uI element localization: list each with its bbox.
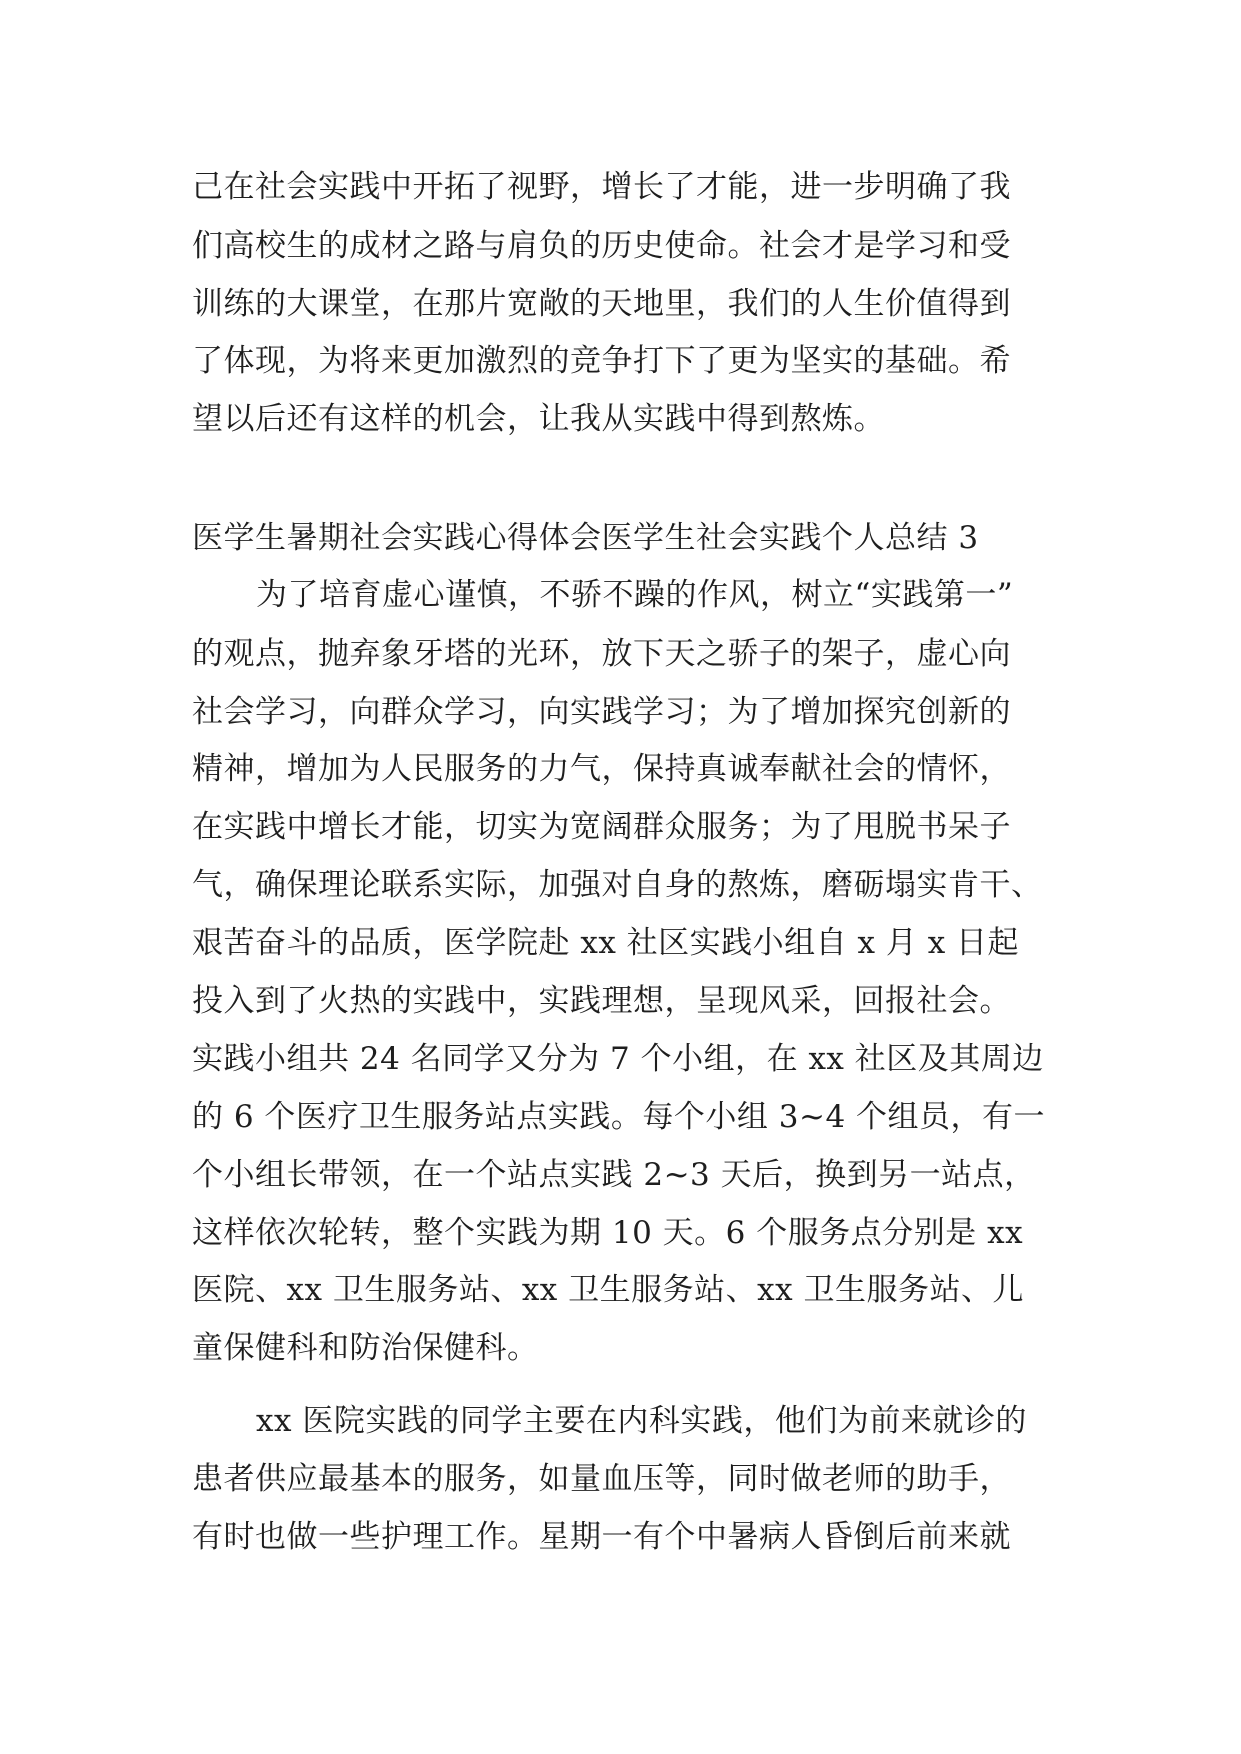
paragraph-line: 的 6 个医疗卫生服务站点实践。每个小组 3~4 个组员，有一 [192, 1099, 1046, 1135]
paragraph-line: 实践小组共 24 名同学又分为 7 个小组，在 xx 社区及其周边 [192, 1041, 1044, 1077]
paragraph-line: 了体现，为将来更加激烈的竞争打下了更为坚实的基础。希 [192, 343, 1011, 379]
paragraph-line: 己在社会实践中开拓了视野，增长了才能，进一步明确了我 [192, 169, 1011, 205]
paragraph-line: 医院、xx 卫生服务站、xx 卫生服务站、xx 卫生服务站、儿 [192, 1272, 1024, 1308]
paragraph-line: 望以后还有这样的机会，让我从实践中得到熬炼。 [192, 401, 885, 437]
paragraph-line: 在实践中增长才能，切实为宽阔群众服务；为了甩脱书呆子 [192, 809, 1011, 845]
paragraph-line: 为了培育虚心谨慎，不骄不躁的作风，树立“实践第一” [256, 577, 1014, 613]
paragraph-line: 童保健科和防治保健科。 [192, 1330, 539, 1366]
paragraph-line: 投入到了火热的实践中，实践理想，呈现风采，回报社会。 [192, 983, 1011, 1019]
paragraph-line: xx 医院实践的同学主要在内科实践，他们为前来就诊的 [256, 1403, 1027, 1439]
paragraph-line: 气，确保理论联系实际，加强对自身的熬炼，磨砺塌实肯干、 [192, 867, 1043, 903]
section-title: 医学生暑期社会实践心得体会医学生社会实践个人总结 3 [192, 520, 979, 556]
paragraph-line: 艰苦奋斗的品质，医学院赴 xx 社区实践小组自 x 月 x 日起 [192, 925, 1020, 961]
paragraph-line: 们高校生的成材之路与肩负的历史使命。社会才是学习和受 [192, 228, 1011, 264]
paragraph-line: 患者供应最基本的服务，如量血压等，同时做老师的助手， [192, 1461, 1011, 1497]
paragraph-line: 训练的大课堂，在那片宽敞的天地里，我们的人生价值得到 [192, 286, 1011, 322]
paragraph-line: 的观点，抛弃象牙塔的光环，放下天之骄子的架子，虚心向 [192, 636, 1011, 672]
paragraph-line: 有时也做一些护理工作。星期一有个中暑病人昏倒后前来就 [192, 1519, 1011, 1555]
paragraph-line: 这样依次轮转，整个实践为期 10 天。6 个服务点分别是 xx [192, 1215, 1024, 1251]
paragraph-line: 精神，增加为人民服务的力气，保持真诚奉献社会的情怀， [192, 751, 1011, 787]
paragraph-line: 社会学习，向群众学习，向实践学习；为了增加探究创新的 [192, 694, 1011, 730]
paragraph-line: 个小组长带领，在一个站点实践 2~3 天后，换到另一站点， [192, 1157, 1036, 1193]
